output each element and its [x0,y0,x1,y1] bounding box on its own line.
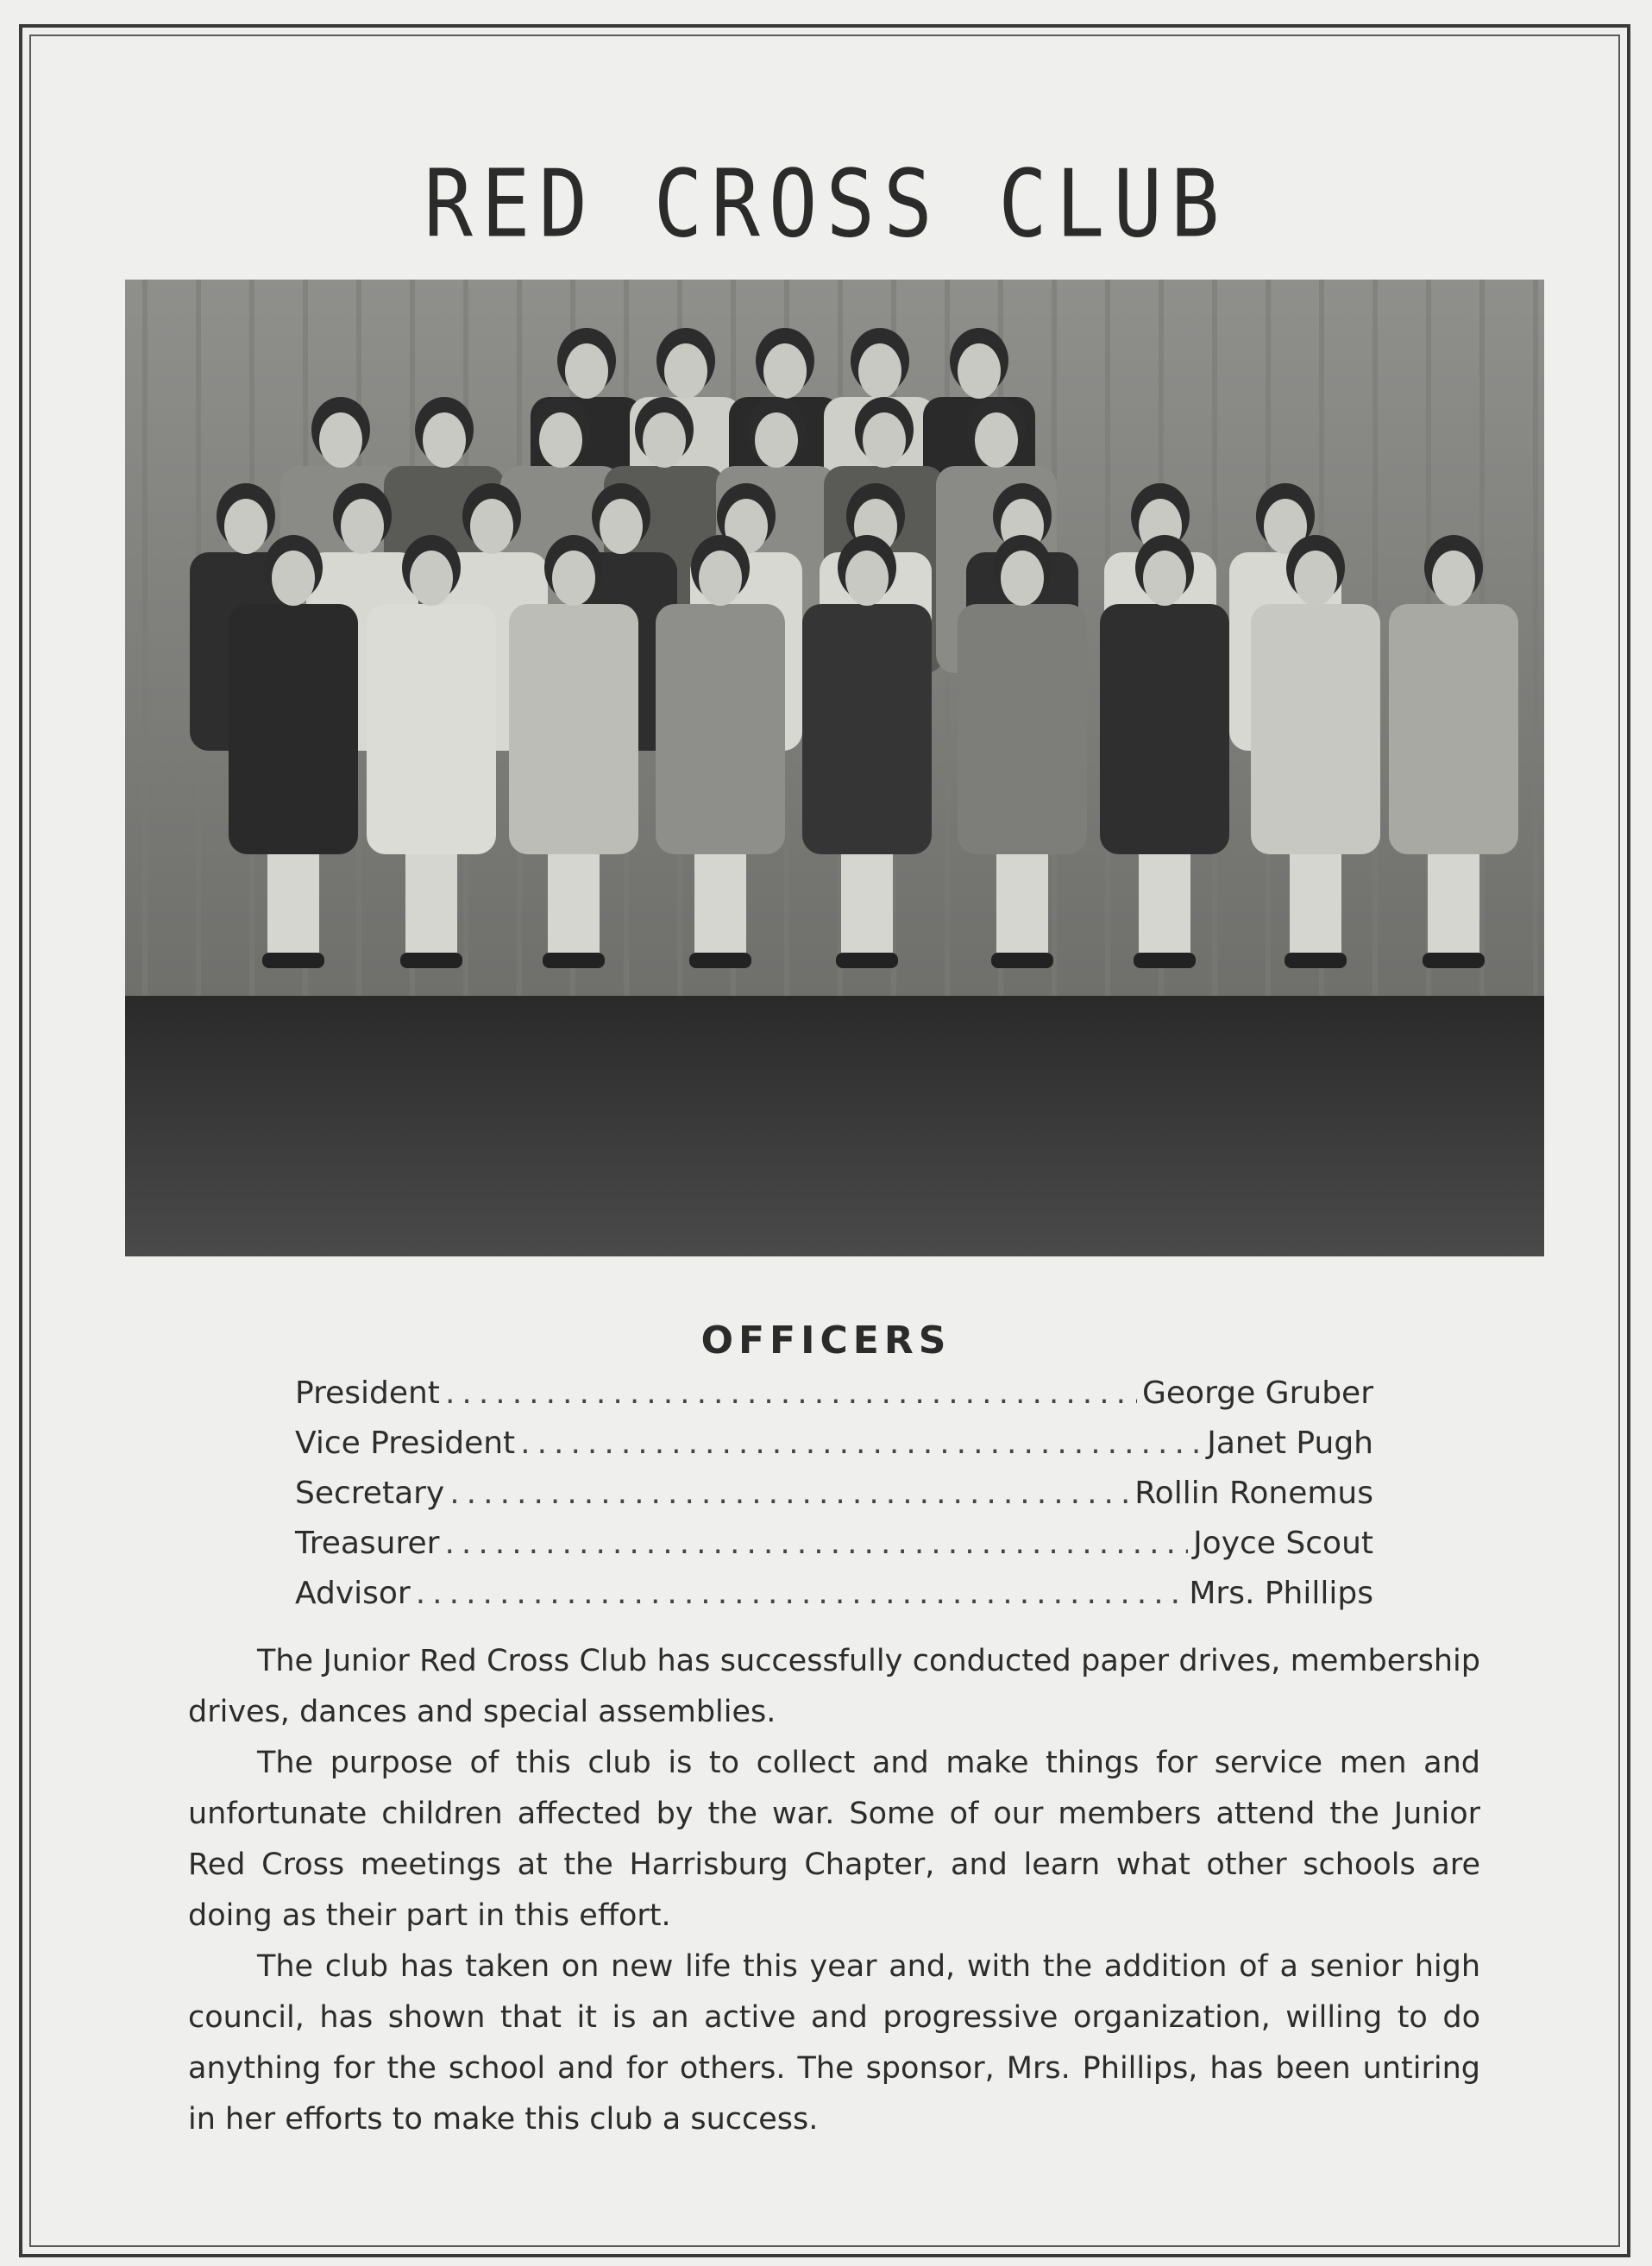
officer-row-treasurer [295,1519,1373,1569]
leader-dots [449,1469,1129,1519]
curtain-fold [1533,280,1538,996]
club-description [188,1636,1480,2145]
officer-role: Treasurer [295,1526,440,1561]
officer-name: Rollin Ronemus [1134,1476,1373,1511]
group-photo-image [125,280,1544,1256]
officer-name: Joyce Scout [1193,1526,1373,1561]
leader-dots [445,1369,1137,1419]
curtain-fold [142,280,148,996]
page-title: RED CROSS CLUB [424,150,1228,260]
leader-dots [416,1569,1184,1619]
paragraph: The club has taken on new life this year and, with the addition of a senior high council, has shown that it is an active and progressive organization, willing to do anything for the school and for others. The sponsor, Mrs. Phillips, has been untiring in her efforts to make this club a success. [188,1949,1480,2137]
officer-row-secretary [295,1469,1373,1519]
officer-role: Advisor [295,1576,411,1611]
officers-heading: OFFICERS [700,1319,952,1363]
officer-row-vice-president [295,1419,1373,1469]
group-photo [125,280,1544,1256]
paragraph: The purpose of this club is to collect and make things for service men and unfortunate children affected by the war. Some of our members attend the Junior Red Cross meetings at the Harrisburg Chapter, and learn what other schools are doing as their part in this effort. [188,1746,1480,1933]
officers-list [295,1369,1373,1619]
officer-row-advisor [295,1569,1373,1619]
officer-name: George Gruber [1142,1375,1373,1411]
officer-name: Janet Pugh [1207,1426,1373,1461]
leader-dots [444,1519,1188,1569]
officer-row-president [295,1369,1373,1419]
paragraph: The Junior Red Cross Club has successfully conducted paper drives, membership drives, dances and special assemblies. [188,1644,1480,1729]
officer-name: Mrs. Phillips [1189,1576,1373,1611]
officer-role: Secretary [295,1476,445,1511]
officer-role: Vice President [295,1426,516,1461]
officer-role: President [295,1375,440,1411]
leader-dots [520,1419,1202,1469]
